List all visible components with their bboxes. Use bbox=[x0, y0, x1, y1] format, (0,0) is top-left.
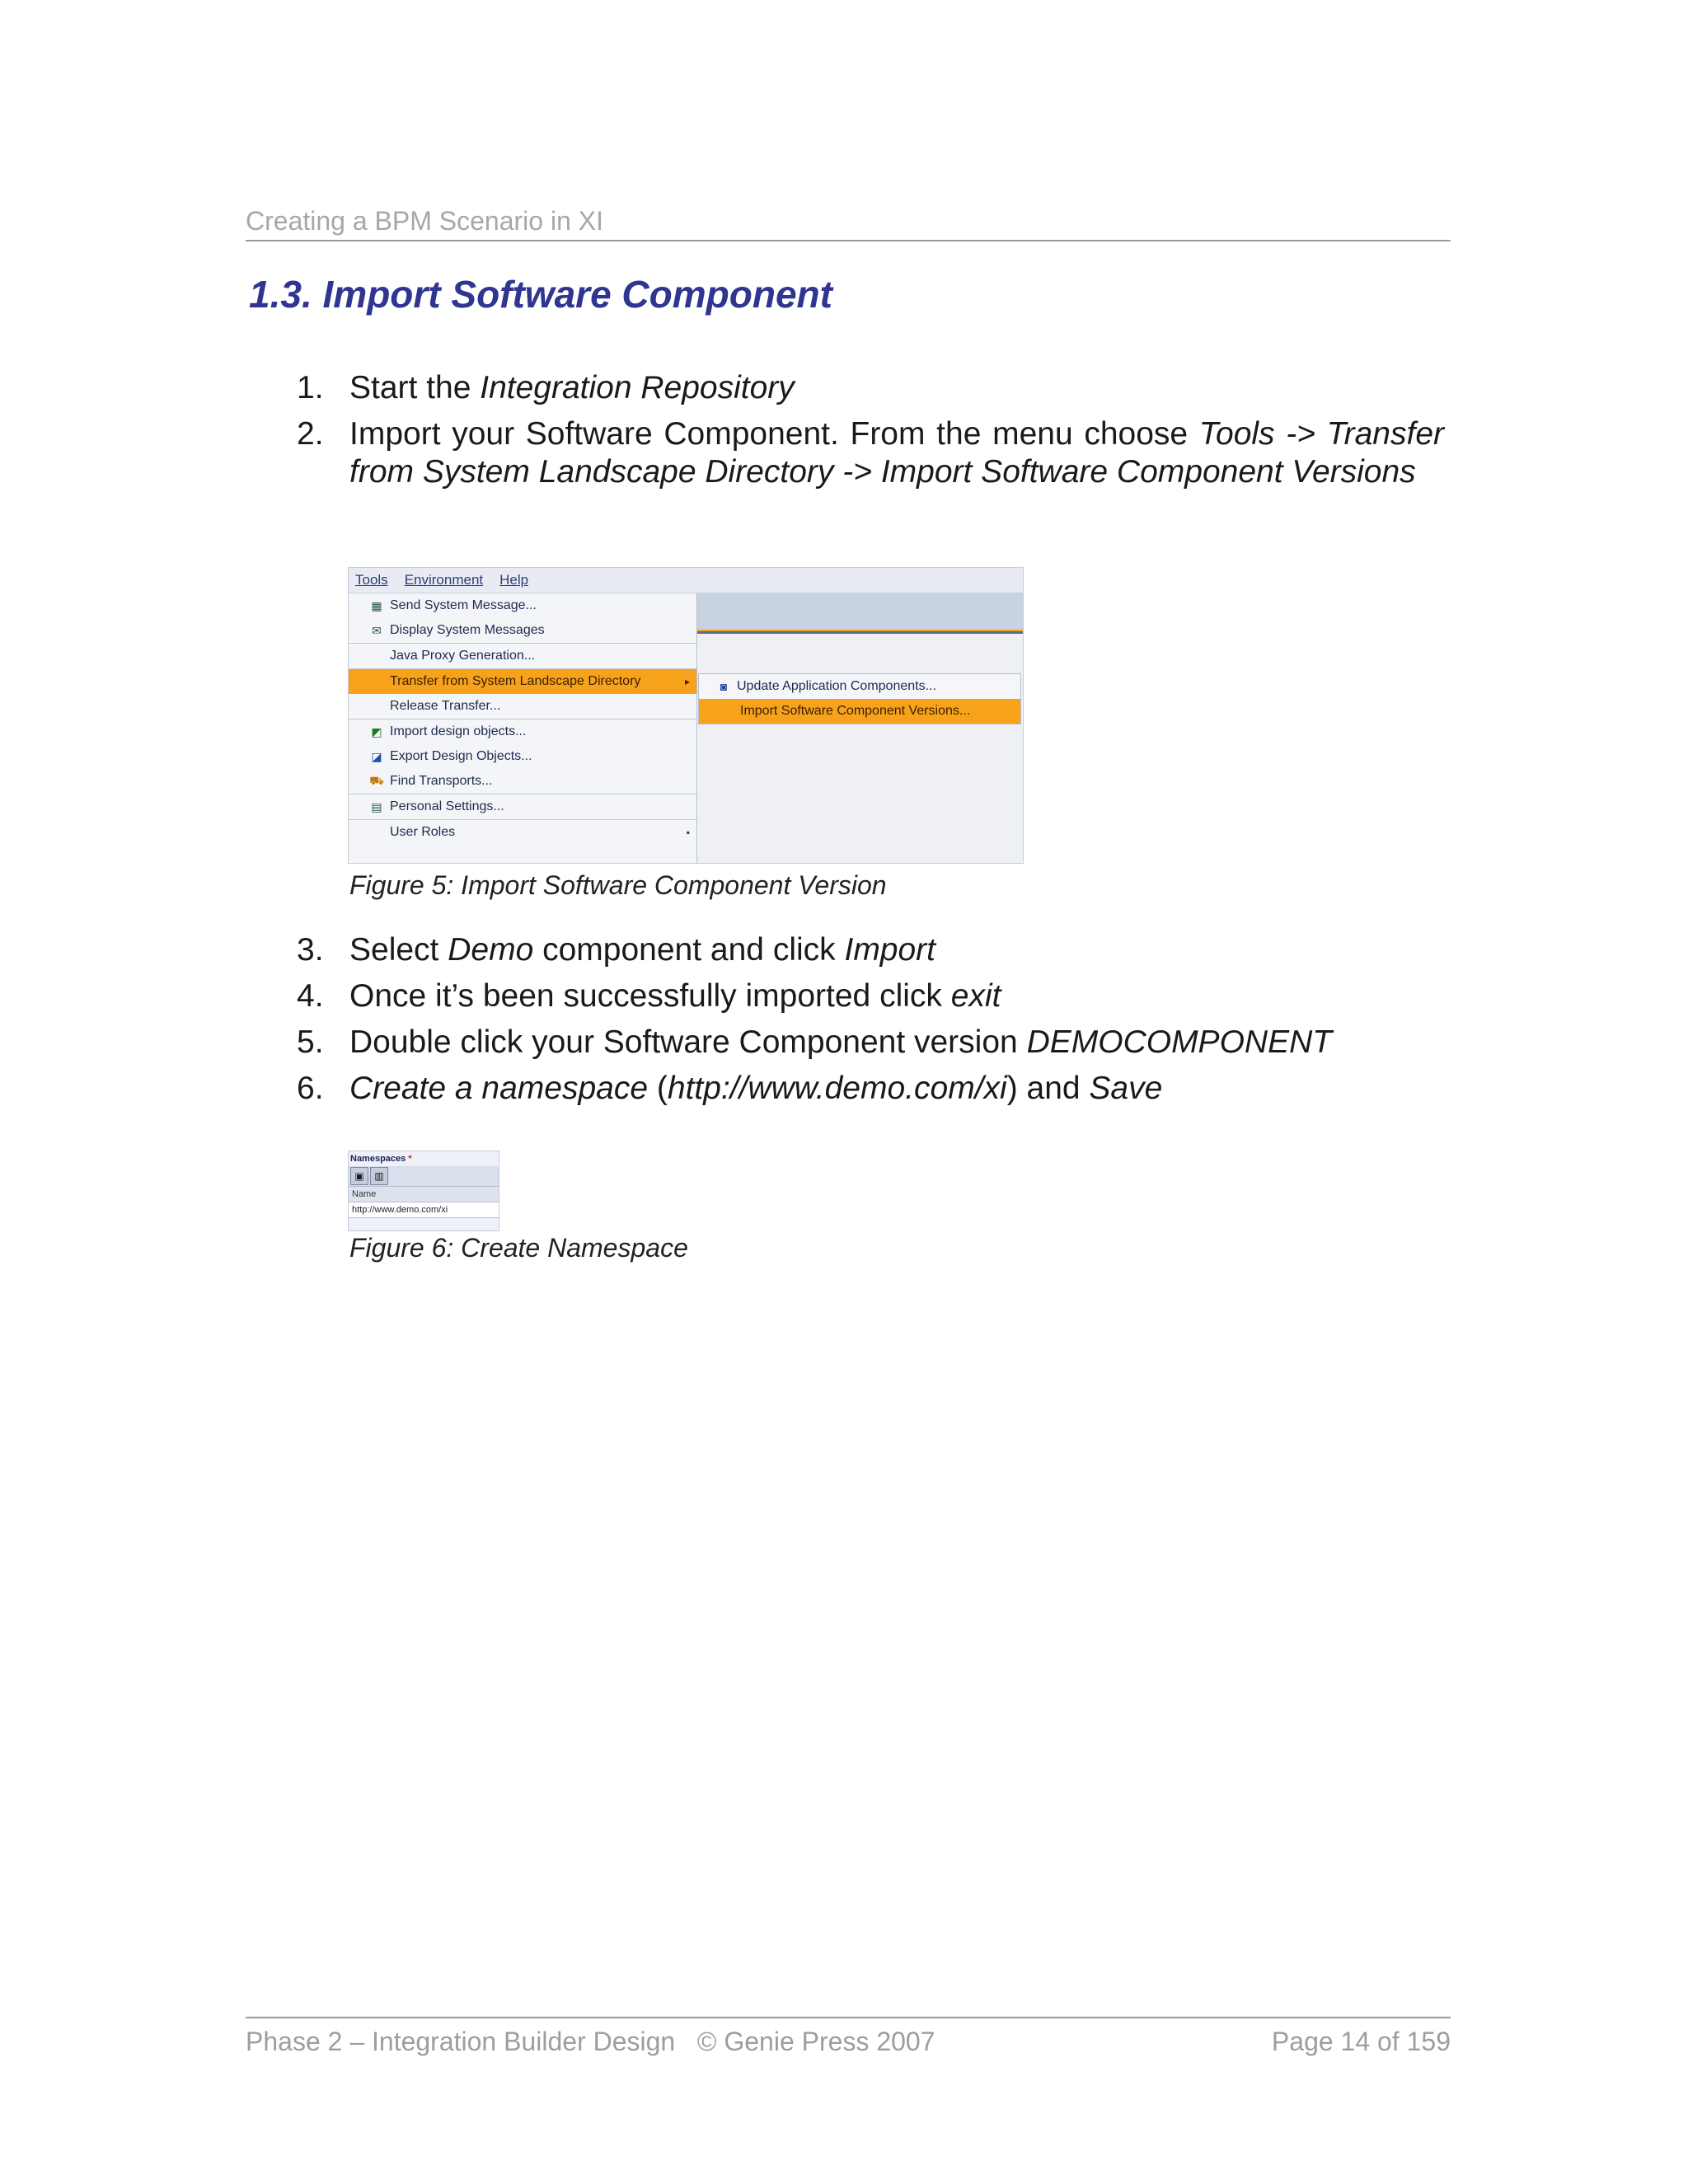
list-item: 3. Select Demo component and click Import bbox=[297, 932, 936, 968]
namespace-toolbar bbox=[349, 1166, 499, 1186]
footer-left: Phase 2 – Integration Builder Design © Genie Press 2007 bbox=[246, 2027, 935, 2056]
running-title: Creating a BPM Scenario in XI bbox=[246, 206, 603, 236]
envelope-icon: ✉ bbox=[372, 623, 382, 637]
menu-bar bbox=[349, 568, 1023, 593]
step-emphasis: Tools -> Transfer from System Landscape Directory -> Import Software Component Versions bbox=[349, 416, 1444, 490]
send-message-icon: ▦ bbox=[371, 598, 382, 612]
menu-item-import-software-component-versions[interactable]: Import Software Component Versions... bbox=[699, 699, 1020, 724]
delete-row-icon[interactable]: ▥ bbox=[370, 1167, 388, 1185]
figure-caption: Figure 6: Create Namespace bbox=[349, 1233, 688, 1263]
step-number: 1. bbox=[297, 370, 324, 405]
insert-row-icon[interactable]: ▣ bbox=[350, 1167, 368, 1185]
figure-caption: Figure 5: Import Software Component Version bbox=[349, 870, 887, 900]
menu-item-update-application-components[interactable]: ◙ Update Application Components... bbox=[699, 674, 1020, 699]
menu-environment[interactable]: Environment bbox=[404, 572, 484, 588]
menu-tools[interactable]: Tools bbox=[355, 572, 388, 588]
list-item: 5. Double click your Software Component version DEMOCOMPONENT bbox=[297, 1024, 1333, 1060]
step-text: Start the bbox=[349, 370, 481, 405]
step-number: 6. bbox=[297, 1071, 324, 1106]
menu-item-java-proxy-generation[interactable]: Java Proxy Generation... bbox=[349, 643, 696, 668]
page-number: Page 14 of 159 bbox=[1271, 2027, 1451, 2056]
section-title: 1.3. Import Software Component bbox=[249, 273, 832, 316]
menu-item-send-system-message[interactable]: ▦ Send System Message... bbox=[349, 593, 696, 618]
menu-screenshot-figure bbox=[348, 567, 1024, 864]
settings-icon: ▤ bbox=[371, 799, 382, 813]
menu-item-transfer-from-sld[interactable]: Transfer from System Landscape Directory ▸ bbox=[349, 668, 696, 694]
step-text: Import your Software Component. From the menu choose bbox=[349, 416, 1199, 452]
namespace-input[interactable]: http://www.demo.com/xi bbox=[349, 1202, 499, 1218]
namespace-screenshot-figure bbox=[348, 1151, 499, 1231]
find-transport-icon: ⛟ bbox=[369, 773, 384, 787]
list-item: 6. Create a namespace (http://www.demo.com/xi) and Save bbox=[297, 1071, 1163, 1106]
update-icon: ◙ bbox=[720, 680, 728, 693]
name-column-header: Name bbox=[349, 1186, 499, 1202]
import-icon: ◩ bbox=[371, 724, 382, 738]
step-emphasis: Integration Repository bbox=[480, 370, 795, 405]
menu-item-find-transports[interactable]: ⛟ Find Transports... bbox=[369, 773, 493, 788]
list-item bbox=[280, 369, 1444, 407]
page-footer bbox=[246, 2017, 1451, 2057]
steps-list-a bbox=[280, 369, 1444, 499]
steps-list-b bbox=[280, 931, 1444, 1116]
step-number: 5. bbox=[297, 1024, 324, 1060]
export-icon: ◪ bbox=[371, 749, 382, 763]
menu-item-personal-settings[interactable]: ▤ Personal Settings... bbox=[349, 794, 696, 819]
submenu-arrow-icon: ▸ bbox=[684, 676, 690, 687]
running-header bbox=[246, 206, 1451, 241]
submenu-arrow-icon: ▪ bbox=[686, 827, 690, 838]
menu-item-import-design-objects[interactable]: ◩ Import design objects... bbox=[349, 719, 696, 744]
tools-dropdown bbox=[349, 593, 697, 863]
menu-help[interactable]: Help bbox=[499, 572, 529, 588]
namespaces-label: Namespaces * bbox=[350, 1154, 412, 1164]
list-item: 4. Once it’s been successfully imported click exit bbox=[297, 978, 1001, 1014]
step-number: 2. bbox=[297, 416, 324, 452]
step-number: 4. bbox=[297, 978, 324, 1014]
menu-item-export-design-objects[interactable]: ◪ Export Design Objects... bbox=[349, 744, 696, 769]
background-divider bbox=[697, 631, 1023, 634]
menu-item-display-system-messages[interactable]: ✉ Display System Messages bbox=[349, 618, 696, 643]
step-number: 3. bbox=[297, 932, 324, 968]
menu-item-release-transfer[interactable]: Release Transfer... bbox=[390, 699, 501, 713]
transfer-submenu bbox=[698, 673, 1021, 724]
menu-item-user-roles[interactable]: User Roles ▪ bbox=[349, 819, 696, 845]
background-pane bbox=[697, 593, 1023, 633]
list-item bbox=[280, 415, 1444, 491]
